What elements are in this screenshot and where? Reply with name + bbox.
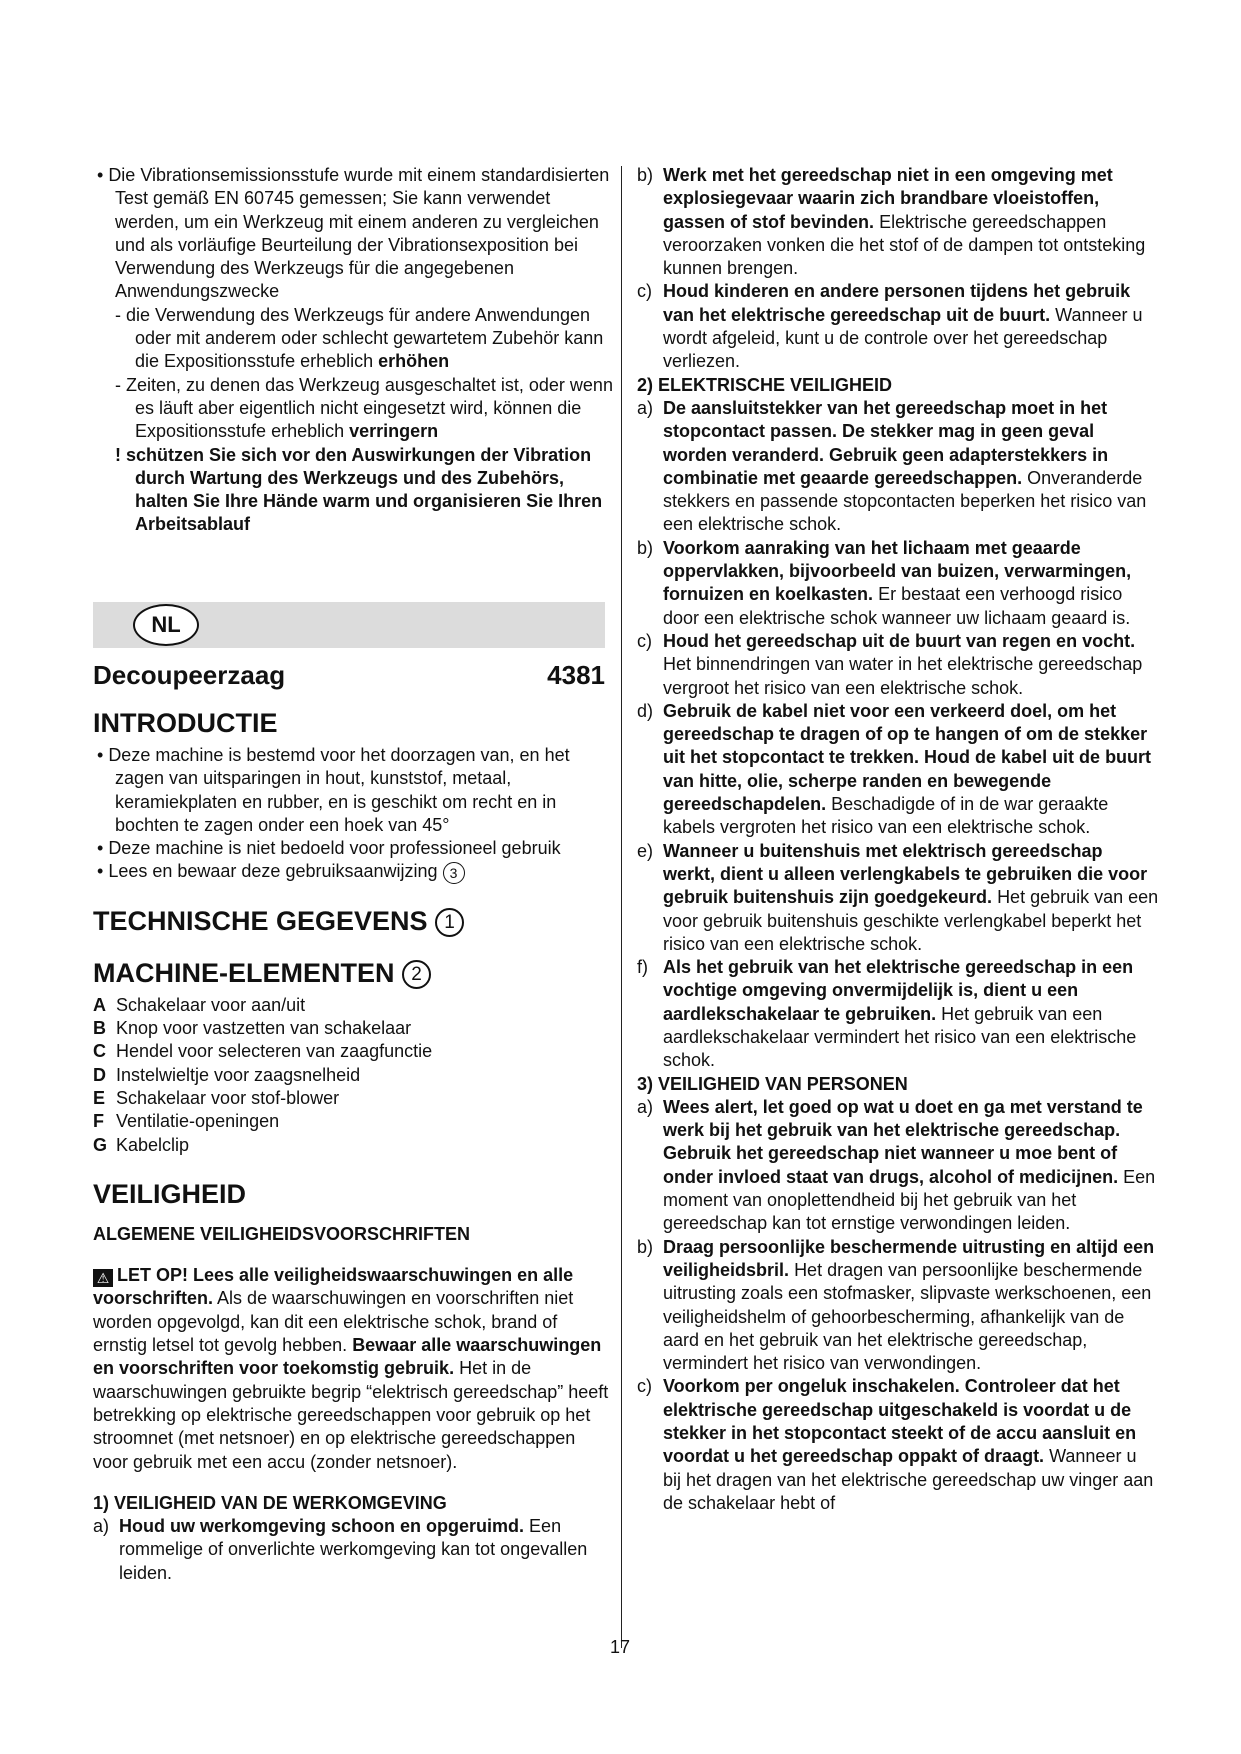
element-g: G Kabelclip bbox=[93, 1134, 190, 1155]
product-number: 4381 bbox=[547, 660, 605, 690]
element-e: E Schakelaar voor stof-blower bbox=[93, 1087, 340, 1108]
vibration-warning: ! schützen Sie sich vor den Auswirkungen der Vibration durch Wartung des Werkzeugs und des Zubehörs, halten Sie Ihre Hände warm und organisieren Sie Ihren Arbeitsablauf bbox=[115, 444, 603, 535]
electric-item-d: d) Gebruik de kabel niet voor een verkeerd doel, om het gereedschap te dragen of op te hangen of om de stekker uit het stopcontact te trekken. Houd de kabel uit de buurt van hitte, olie, scherpe randen en bewegende gereedschapdelen. Beschadigde of in de war geraakte kabels vergroten het risico van een elektrische schok. bbox=[637, 700, 1152, 838]
tech-heading: TECHNISCHE GEGEVENS 1 bbox=[93, 904, 613, 938]
persons-item-b: b) Draag persoonlijke beschermende uitrusting en altijd een veiligheidsbril. Het dragen van persoonlijke beschermende uitrusting zoals een stofmasker, slipvaste werkschoenen, een veiligheidshelm of gehoorbescherming, afhankelijk van de aard en het gebruik van het elektrische gereedschap, vermindert het risico van verwondingen. bbox=[637, 1236, 1155, 1374]
warning-icon: ⚠ bbox=[93, 1269, 113, 1287]
element-a: A Schakelaar voor aan/uit bbox=[93, 994, 306, 1015]
product-title-row bbox=[93, 660, 605, 691]
elements-list bbox=[93, 994, 613, 1157]
figure-ref-1: 1 bbox=[435, 908, 464, 937]
language-badge: NL bbox=[133, 604, 199, 646]
elements-heading: MACHINE-ELEMENTEN 2 bbox=[93, 956, 613, 990]
electric-item-b: b) Voorkom aanraking van het lichaam met geaarde oppervlakken, bijvoorbeeld van buizen, verwarmingen, fornuizen en koelkasten. Er bestaat een verhoogd risico door een elektrische schok wanneer uw lichaam geaard is. bbox=[637, 537, 1132, 628]
element-c: C Hendel voor selecteren van zaagfunctie bbox=[93, 1041, 433, 1062]
language-bar bbox=[93, 602, 605, 648]
persons-item-c: c) Voorkom per ongeluk inschakelen. Controleer dat het elektrische gereedschap uitgeschakeld is voordat u de stekker in het stopcontact steekt of de accu aansluit en voordat u het gereedschap oppakt of draagt. Wanneer u bij het dragen van het elektrische gereedschap uw vinger aan de schakelaar hebt of bbox=[637, 1376, 1154, 1513]
vibration-bullet: • Die Vibrationsemissionsstufe wurde mit einem standardisierten Test gemäß EN 60745 gemessen; Sie kann verwendet werden, um ein Werkzeug mit einem anderen zu vergleichen und als vorläufige Beurteilung der Vibrationsexposition bei Verwendung des Werkzeugs für die angegebenen Anwendungszwecke bbox=[97, 165, 610, 302]
personal-safety-heading: 3) VEILIGHEID VAN PERSONEN bbox=[637, 1073, 908, 1094]
element-f: F Ventilatie-openingen bbox=[93, 1111, 280, 1132]
vibration-dash-1: - die Verwendung des Werkzeugs für andere Anwendungen oder mit anderem oder schlecht gewartetem Zubehör kann die Expositionsstufe erheblich erhöhen bbox=[115, 304, 604, 372]
persons-item-a: a) Wees alert, let goed op wat u doet en ga met verstand te werk bij het gebruik van het elektrische gereedschap. Gebruik het gereedschap niet wanneer u moe bent of onder invloed staat van drugs, alcohol of medicijnen. Een moment van onoplettendheid bij het gebruik van het gereedschap kan tot ernstige verwondingen leiden. bbox=[637, 1096, 1156, 1234]
general-warning: ⚠ LET OP! Lees alle veiligheidswaarschuwingen en alle voorschriften. Als de waarschuwingen en voorschriften niet worden opgevolgd, kan dit een elektrische schok, brand of ernstig letsel tot gevolg hebben. Bewaar alle waarschuwingen en voorschriften voor toekomstig gebruik. Het in de waarschuwingen gebruikte begrip “elektrisch gereedschap” heeft betrekking op elektrische gereedschappen voor gebruik op het stroomnet (met netsnoer) en op elektrische gereedschappen voor gebruik met een accu (zonder netsnoer). bbox=[93, 1265, 609, 1472]
electric-item-e: e) Wanneer u buitenshuis met elektrisch gereedschap werkt, dient u alleen verlengkabels te gebruiken die voor gebruik buitenshuis zijn goedgekeurd. Het gebruik van een voor gebruik buitenshuis geschikte verlengkabel beperkt het risico van een elektrische schok. bbox=[637, 840, 1159, 954]
electric-item-f: f) Als het gebruik van het elektrische gereedschap in een vochtige omgeving onvermijdelijk is, dient u een aardlekschakelaar te gebruiken. Het gebruik van een aardlekschakelaar vermindert het risico van een elektrische schok. bbox=[637, 957, 1137, 1071]
intro-bullet-2: • Deze machine is niet bedoeld voor professioneel gebruik bbox=[97, 838, 561, 859]
work-area-heading: 1) VEILIGHEID VAN DE WERKOMGEVING bbox=[93, 1492, 447, 1513]
general-safety-heading: ALGEMENE VEILIGHEIDSVOORSCHRIFTEN bbox=[93, 1223, 471, 1244]
electric-item-a: a) De aansluitstekker van het gereedschap moet in het stopcontact passen. De stekker mag in geen geval worden veranderd. Gebruik geen adapterstekkers in combinatie met geaarde gereedschappen. Onveranderde stekkers en passende stopcontacten beperken het risico van een elektrische schok. bbox=[637, 397, 1147, 535]
intro-heading: INTRODUCTIE bbox=[93, 708, 278, 738]
intro-bullet-1: • Deze machine is bestemd voor het doorzagen van, en het zagen van uitsparingen in hout, kunststof, metaal, keramiekplaten en rubber, en is geschikt om recht en in bochten te zagen onder een hoek van 45° bbox=[97, 745, 570, 835]
electric-item-c: c) Houd het gereedschap uit de buurt van regen en vocht. Het binnendringen van water in het elektrische gereedschap vergroot het risico van een elektrische schok. bbox=[637, 630, 1143, 698]
figure-ref-3: 3 bbox=[443, 862, 465, 884]
element-b: B Knop voor vastzetten van schakelaar bbox=[93, 1018, 412, 1039]
intro-bullet-3: • Lees en bewaar deze gebruiksaanwijzing 3 bbox=[93, 860, 613, 883]
work-item-c: c) Houd kinderen en andere personen tijdens het gebruik van het elektrische gereedschap uit de buurt. Wanneer u wordt afgeleid, kunt u de controle over het gereedschap verliezen. bbox=[637, 281, 1143, 372]
vibration-dash-2: - Zeiten, zu denen das Werkzeug ausgeschaltet ist, oder wenn es läuft aber eigentlich nicht eingesetzt wird, können die Expositionsstufe erheblich verringern bbox=[115, 374, 613, 442]
product-title: Decoupeerzaag bbox=[93, 660, 286, 690]
work-item-a: a) Houd uw werkomgeving schoon en opgeruimd. Een rommelige of onverlichte werkomgeving kan tot ongevallen leiden. bbox=[93, 1516, 588, 1583]
page-number: 17 bbox=[609, 1637, 631, 1657]
electric-safety-heading: 2) ELEKTRISCHE VEILIGHEID bbox=[637, 374, 893, 395]
work-item-b: b) Werk met het gereedschap niet in een omgeving met explosiegevaar waarin zich brandbare vloeistoffen, gassen of stof bevinden. Elektrische gereedschappen veroorzaken vonken die het stof of de dampen tot ontsteking kunnen brengen. bbox=[637, 165, 1146, 279]
element-d: D Instelwieltje voor zaagsnelheid bbox=[93, 1064, 361, 1085]
left-column-main bbox=[93, 706, 613, 1585]
right-column bbox=[637, 164, 1159, 1515]
column-divider bbox=[621, 166, 622, 1648]
safety-heading: VEILIGHEID bbox=[93, 1178, 247, 1209]
left-column-top bbox=[93, 164, 613, 537]
figure-ref-2: 2 bbox=[402, 960, 431, 989]
